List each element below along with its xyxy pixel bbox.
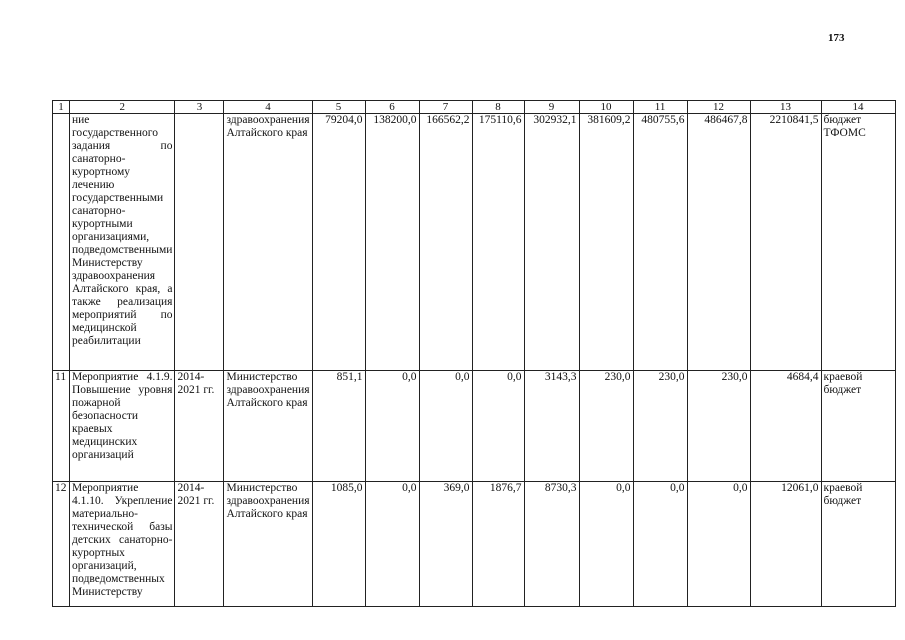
table-row xyxy=(53,114,896,371)
header-cell: 5 xyxy=(312,101,365,114)
header-cell: 1 xyxy=(53,101,70,114)
row-number: 12 xyxy=(53,482,70,607)
value-cell: 3143,3 xyxy=(524,371,579,482)
value-cell: 230,0 xyxy=(687,371,750,482)
executor: здравоохранения Алтайского края xyxy=(224,114,312,371)
value-cell: 230,0 xyxy=(579,371,633,482)
value-cell: 480755,6 xyxy=(633,114,687,371)
value-cell: 175110,6 xyxy=(472,114,524,371)
header-cell: 3 xyxy=(175,101,224,114)
header-cell: 6 xyxy=(365,101,419,114)
value-cell: 486467,8 xyxy=(687,114,750,371)
header-cell: 12 xyxy=(687,101,750,114)
program-table xyxy=(52,100,896,607)
value-cell: 0,0 xyxy=(365,371,419,482)
header-cell: 10 xyxy=(579,101,633,114)
header-cell: 8 xyxy=(472,101,524,114)
total-cell: 12061,0 xyxy=(750,482,821,607)
executor: Министерство здравоохранения Алтайского края xyxy=(224,482,312,607)
header-cell: 9 xyxy=(524,101,579,114)
header-cell: 13 xyxy=(750,101,821,114)
value-cell: 0,0 xyxy=(472,371,524,482)
funding-source: краевой бюджет xyxy=(821,482,895,607)
activity-name: Мероприятие 4.1.10. Укрепление материально-технической базы детских санаторно-курортных организаций, подведомственных Министерству xyxy=(70,482,175,607)
value-cell: 1085,0 xyxy=(312,482,365,607)
header-cell: 4 xyxy=(224,101,312,114)
row-number: 11 xyxy=(53,371,70,482)
value-cell: 0,0 xyxy=(579,482,633,607)
funding-source: краевой бюджет xyxy=(821,371,895,482)
page-number: 173 xyxy=(828,32,845,44)
value-cell: 79204,0 xyxy=(312,114,365,371)
value-cell: 230,0 xyxy=(633,371,687,482)
activity-name: ние государственного задания по санаторно-курортному лечению государственными санаторно-курортными организациями, подведомственными Министерству здравоохранения Алтайского края, а также реализация мероприятий по медицинской реабилитации xyxy=(70,114,175,371)
value-cell: 0,0 xyxy=(687,482,750,607)
period: 2014-2021 гг. xyxy=(175,482,224,607)
period xyxy=(175,114,224,371)
row-number xyxy=(53,114,70,371)
executor: Министерство здравоохранения Алтайского края xyxy=(224,371,312,482)
header-cell: 14 xyxy=(821,101,895,114)
header-cell: 11 xyxy=(633,101,687,114)
value-cell: 138200,0 xyxy=(365,114,419,371)
value-cell: 381609,2 xyxy=(579,114,633,371)
period: 2014-2021 гг. xyxy=(175,371,224,482)
total-cell: 2210841,5 xyxy=(750,114,821,371)
value-cell: 8730,3 xyxy=(524,482,579,607)
value-cell: 0,0 xyxy=(419,371,472,482)
activity-name: Мероприятие 4.1.9. Повышение уровня пожарной безопасности краевых медицинских организаций xyxy=(70,371,175,482)
header-row xyxy=(53,101,896,114)
value-cell: 369,0 xyxy=(419,482,472,607)
funding-source: бюджет ТФОМС xyxy=(821,114,895,371)
value-cell: 302932,1 xyxy=(524,114,579,371)
value-cell: 1876,7 xyxy=(472,482,524,607)
total-cell: 4684,4 xyxy=(750,371,821,482)
value-cell: 0,0 xyxy=(633,482,687,607)
value-cell: 0,0 xyxy=(365,482,419,607)
header-cell: 7 xyxy=(419,101,472,114)
value-cell: 166562,2 xyxy=(419,114,472,371)
table-row xyxy=(53,482,896,607)
table-row xyxy=(53,371,896,482)
value-cell: 851,1 xyxy=(312,371,365,482)
header-cell: 2 xyxy=(70,101,175,114)
